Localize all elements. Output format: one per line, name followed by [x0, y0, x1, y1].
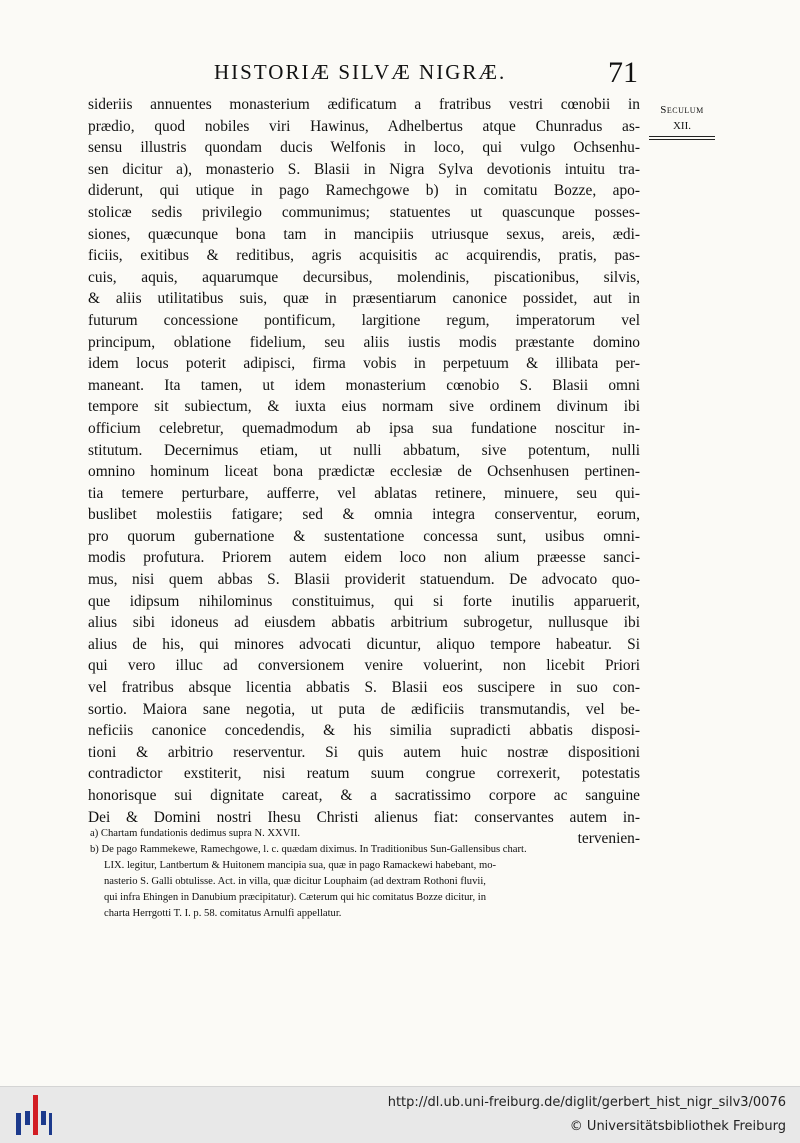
text-line: maneant. Ita tamen, ut idem monasterium cœnobio S. Blasii omni	[88, 376, 640, 394]
running-title: HISTORIÆ SILVÆ NIGRÆ.	[214, 60, 507, 84]
footnotes	[90, 826, 640, 922]
viewer-footer-bar	[0, 1086, 800, 1143]
ub-freiburg-logo-icon	[16, 1095, 52, 1135]
logo-bar-red	[33, 1095, 38, 1135]
footnote-line: charta Herrgotti T. I. p. 58. comitatus Arnulfi appellatur.	[104, 908, 342, 919]
text-line: diderunt, qui utique in pago Ramechgowe b) in comitatu Bozze, apo-	[88, 182, 640, 200]
copyright-notice: © Universitätsbibliothek Freiburg	[569, 1119, 786, 1134]
footnote-line: LIX. legitur, Lantbertum & Huitonem mancipia sua, quæ in pago Ramackewi habebant, mo-	[104, 860, 497, 871]
text-line: vel fratribus absque licentia abbatis S. Blasii eos suscipere in suo con-	[88, 679, 640, 697]
page-header	[0, 56, 800, 96]
text-line: Dei & Domini nostri Ihesu Christi alienus fiat: conservantes autem in-	[88, 808, 640, 826]
margin-rule-divider	[649, 136, 715, 140]
text-line: tervenien-	[577, 830, 640, 848]
text-line: tioni & arbitrio reserventur. Si quis autem huic nostræ dispositioni	[88, 743, 640, 761]
text-line: modis profutura. Priorem autem eidem loco non alium præesse sanci-	[88, 549, 640, 567]
logo-bar-mid	[25, 1111, 30, 1125]
text-line: tempore sit subiectum, & iuxta eius normam sive ordinem divinum ibi	[88, 398, 640, 416]
footnote-line: nasterio S. Galli obtulisse. Act. in villa, quæ dicitur Louphaim (ad dextram Rothoni fluvii,	[104, 876, 486, 887]
text-line: principum, oblatione fidelium, seu aliis iustis modis præstante domino	[88, 333, 640, 351]
text-line: pro quorum gubernatione & sustentatione concessa sunt, usibus omni-	[88, 527, 640, 545]
footnote-line: b) De pago Rammekewe, Ramechgowe, l. c. quædam diximus. In Traditionibus Sun-Gallensibus chart.	[90, 844, 527, 855]
text-line: sideriis annuentes monasterium ædificatum a fratribus vestri cœnobii in	[88, 96, 640, 113]
logo-bar-right	[49, 1113, 52, 1135]
text-line: sensu illustris quondam ducis Welfonis in loco, qui vulgo Ochsenhu-	[88, 139, 640, 157]
text-line: omnino hominum liceat bona prædictæ ecclesiæ de Ochsenhusen pertinen-	[88, 463, 640, 481]
text-line: stitutum. Decernimus etiam, ut nulli abbatum, sive potentum, nulli	[88, 441, 640, 459]
margin-note-century: Seculum	[660, 104, 704, 116]
text-line: & aliis utilitatibus suis, quæ in præsentiarum canonice possidet, aut in	[88, 290, 640, 308]
text-line: ficiis, exitibus & reditibus, agris acquisitis ac acquirendis, pratis, pas-	[88, 247, 640, 265]
margin-note-number: XII.	[672, 120, 692, 132]
footnote-line: qui infra Ehingen in Danubium præcipitatur). Cæterum qui hic comitatus Bozze dicitur, in	[104, 892, 487, 903]
margin-note	[648, 102, 716, 140]
text-line: neficiis canonice concedendis, & his similia supradicti abbatis disposi-	[88, 722, 640, 740]
text-line: sortio. Maiora sane negotia, ut puta de ædificiis transmutandis, vel be-	[88, 700, 640, 718]
text-line: contradictor exstiterit, nisi reatum suum congrue correxerit, potestatis	[88, 765, 640, 783]
logo-bar-right-mid	[41, 1111, 46, 1125]
text-line: qui vero illuc ad conversionem venire voluerint, non licebit Priori	[88, 657, 640, 675]
source-url-link[interactable]: http://dl.ub.uni-freiburg.de/diglit/gerbert_hist_nigr_silv3/0076	[387, 1095, 786, 1110]
text-line: officium celebretur, quemadmodum ab ipsa sua fundatione noscitur in-	[88, 419, 640, 437]
text-line: buslibet molestiis fatigare; sed & omnia integra conserventur, eorum,	[88, 506, 640, 524]
text-line: alius sibi idoneus ad eiusdem abbatis arbitrium subrogetur, nullusque ibi	[88, 614, 640, 632]
text-line: mus, nisi quem abbas S. Blasii providerit statuendum. De advocato quo-	[88, 571, 640, 589]
text-line: futurum concessione pontificum, largitione regum, imperatorum vel	[88, 311, 640, 329]
footnote-line: a) Chartam fundationis dedimus supra N. XXVII.	[90, 828, 301, 839]
text-line: prædio, quod nobiles viri Hawinus, Adhelbertus atque Chunradus as-	[88, 117, 640, 135]
text-line: que idipsum nihilominus constituimus, qui si forte inutilis apparuerit,	[88, 592, 640, 610]
page-number: 71	[608, 56, 638, 89]
text-line: tia temere perturbare, aufferre, vel ablatas retinere, minuere, seu qui-	[88, 484, 640, 502]
main-text	[88, 94, 640, 850]
text-line: cuis, aquis, aquarumque decursibus, molendinis, piscationibus, silvis,	[88, 268, 640, 286]
text-line: idem locus poterit adipisci, firma vobis in perpetuum & illibata per-	[88, 355, 640, 373]
text-line: alius de his, qui minores advocati dicuntur, aliquo tempore habeatur. Si	[88, 635, 640, 653]
text-line: stolicæ sedis privilegio communimus; statuentes ut quascunque posses-	[88, 203, 640, 221]
text-line: honorisque sui dignitate careat, & a sacratissimo corpore ac sanguine	[88, 787, 640, 804]
text-line: siones, quæcunque bona tam in mancipiis utriusque sexus, areis, ædi-	[88, 225, 640, 243]
text-line: sen dicitur a), monasterio S. Blasii in Nigra Sylva devotionis intuitu tra-	[88, 160, 640, 178]
logo-bar-left	[16, 1113, 21, 1135]
